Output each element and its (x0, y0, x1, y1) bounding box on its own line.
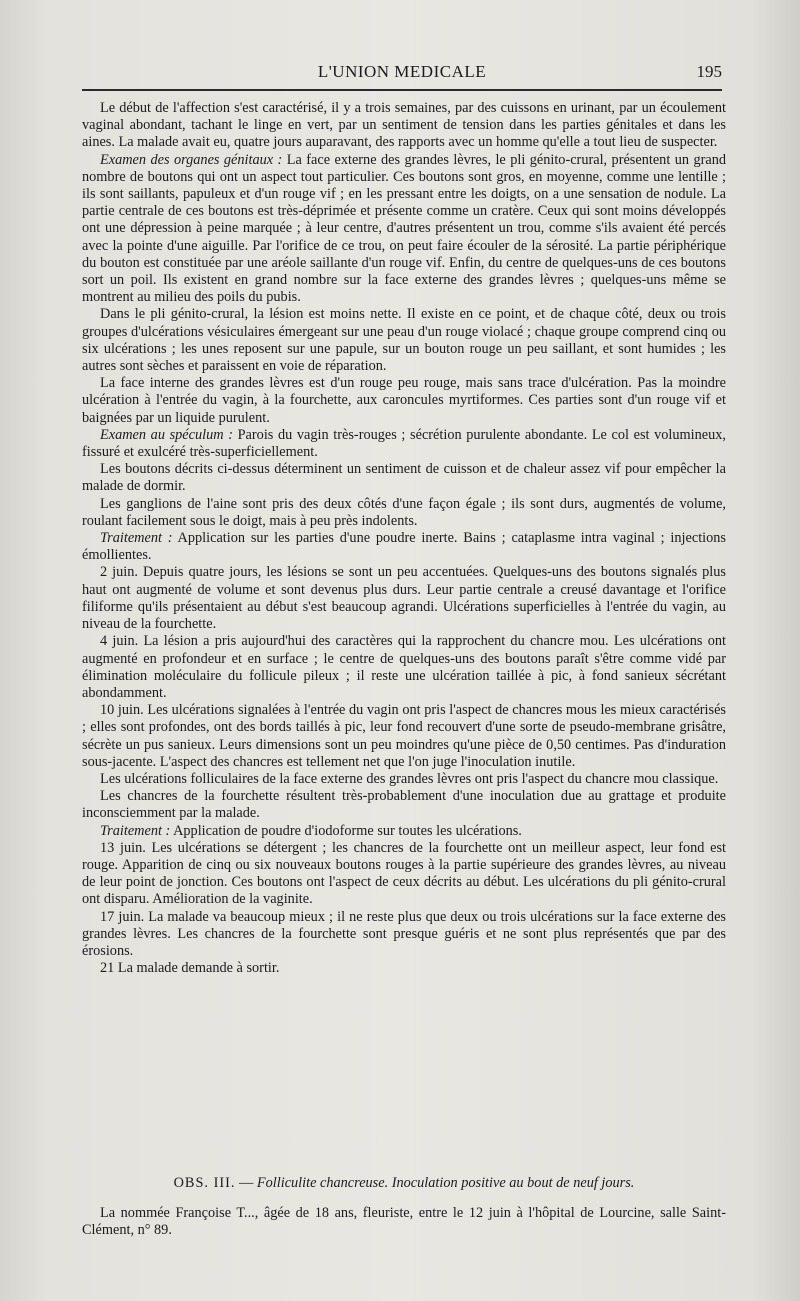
case-report-body (82, 100, 726, 977)
paragraph-text: La face interne des grandes lèvres est d'un rouge peu rouge, mais sans trace d'ulcération. Pas la moindre ulcération à l'entrée du vagin, à la fourchette, aux caroncules myrtiformes. Ces parties sont d'un rouge vif et baignées par un liquide purulent. (82, 375, 726, 426)
paragraph (82, 823, 726, 840)
paragraph-text: Dans le pli génito-crural, la lésion est moins nette. Il existe en ce point, et de chaque côté, deux ou trois groupes d'ulcérations vésiculaires émergeant sur une peau d'un rouge violacé ; chaque groupe comprend cinq ou six ulcérations ; les unes reposent sur une papule, sur un bouton rouge un peu saillant, et sont humides ; les autres sont sèches et paraissent en voie de réparation. (82, 306, 726, 375)
paragraph-text: Les ganglions de l'aine sont pris des deux côtés d'une façon égale ; ils sont durs, augmentés de volume, roulant facilement sous le doigt, mais à peu près indolents. (82, 495, 726, 529)
paragraph (82, 427, 726, 461)
page-header (82, 62, 722, 84)
paragraph-label: Traitement : (100, 822, 171, 839)
paragraph (82, 306, 726, 375)
paragraph-text: Application sur les parties d'une poudre inerte. Bains ; cataplasme intra vaginal ; injections émollientes. (82, 530, 726, 564)
paragraph-text: Les boutons décrits ci-dessus déterminent un sentiment de cuisson et de chaleur assez vif pour empêcher la malade de dormir. (82, 461, 726, 495)
header-rule (82, 89, 722, 91)
page-number: 195 (696, 62, 722, 81)
paragraph (82, 960, 726, 977)
observation-dash: — (239, 1175, 254, 1191)
paragraph-label: Traitement : (100, 530, 173, 547)
paragraph (82, 152, 726, 307)
paragraph-label: Examen des organes génitaux : (100, 151, 283, 168)
paragraph-text: 10 juin. Les ulcérations signalées à l'entrée du vagin ont pris l'aspect de chancres mous les mieux caractérisés ; elles sont profondes, ont des bords taillés à pic, leur fond recouvert d'une sorte de pseudo-membrane grisâtre, sécrète un pus sanieux. Leurs dimensions sont un peu moindres qu'une pièce de 0,50 centimes. Pas d'induration sous-jacente. L'aspect des chancres est tellement net que l'on juge l'inoculation inutile. (82, 702, 726, 770)
paragraph (82, 496, 726, 530)
paragraph (82, 530, 726, 564)
paragraph-text: 21 La malade demande à sortir. (100, 960, 280, 977)
paragraph (82, 702, 726, 771)
paragraph-text: Le début de l'affection s'est caractérisé, il y a trois semaines, par des cuissons en urinant, par un écoulement vaginal abondant, tachant le linge en vert, par un sentiment de tension dans les parties génitales et dans les aines. La malade avait eu, quatre jours auparavant, des rapports avec un homme qu'elle a tout lieu de suspecter. (82, 100, 726, 151)
paragraph (82, 771, 726, 788)
paragraph (82, 375, 726, 427)
paragraph-text: 13 juin. Les ulcérations se détergent ; les chancres de la fourchette ont un meilleur aspect, leur fond est rouge. Apparition de cinq ou six nouveaux boutons rouges à la partie supérieure des grandes lèvres, au niveau de leur point de jonction. Ces boutons ont l'aspect de ceux décrits au début. Les ulcérations du pli génito-crural ont disparu. Amélioration de la vaginite. (82, 839, 726, 908)
paragraph-text: Les ulcérations folliculaires de la face externe des grandes lèvres ont pris l'aspect du chancre mou classique. (100, 770, 719, 787)
paragraph-text: 17 juin. La malade va beaucoup mieux ; il ne reste plus que deux ou trois ulcérations sur la face externe des grandes lèvres. Les chancres de la fourchette sont presque guéris et ne sont plus représentés que par des érosions. (82, 908, 726, 959)
paragraph-text: La face externe des grandes lèvres, le pli génito-crural, présentent un grand nombre de boutons qui ont un aspect tout particulier. Ces boutons sont gros, en moyenne, comme une lentille ; ils sont saillants, papuleux et d'un rouge vif ; en les pressant entre les doigts, on a une sensation de nodule. La partie centrale de ces boutons est très-déprimée et présente comme un cratère. Ceux qui sont moins développés ont une dépression à peine marquée ; à leur centre, d'autres présentent un trou, comme s'ils avaient été percés avec la pointe d'une aiguille. Par l'orifice de ce trou, on peut faire écouler de la sérosité. La partie périphérique du bouton est constituée par une aréole saillante d'un rouge vif. Enfin, du centre de quelques-uns de ces boutons sort un poil. Ils existent en grand nombre sur la face externe des grandes lèvres ; quelques-uns même se montrent au milieu des poils du pubis. (82, 151, 726, 306)
paragraph (82, 788, 726, 822)
observation-title: Folliculite chancreuse. Inoculation positive au bout de neuf jours. (256, 1175, 635, 1191)
observation-heading (82, 1175, 726, 1192)
observation-number: OBS. III. (173, 1175, 236, 1191)
paragraph-text: Application de poudre d'iodoforme sur toutes les ulcérations. (170, 822, 522, 839)
paragraph-text: 4 juin. La lésion a pris aujourd'hui des caractères qui la rapprochent du chancre mou. Les ulcérations ont augmenté en profondeur et en surface ; le centre de quelques-uns des boutons paraît s'être comme vidé par élimination moléculaire du follicule pileux ; il reste une ulcération taillée à pic, à fond sanieux sécrétant abondamment. (82, 633, 726, 701)
paragraph (82, 633, 726, 702)
paragraph-text: Parois du vagin très-rouges ; sécrétion purulente abondante. Le col est volumineux, fissuré et exulcéré très-superficiellement. (82, 426, 727, 461)
paragraph (82, 461, 726, 495)
paragraph (82, 100, 726, 152)
paragraph (82, 909, 726, 961)
paragraph-text: Les chancres de la fourchette résultent très-probablement d'une inoculation due au grattage et produite inconsciemment par la malade. (82, 788, 726, 822)
paragraph (82, 564, 726, 633)
paragraph-label: Examen au spéculum : (100, 426, 233, 443)
observation-intro: La nommée Françoise T..., âgée de 18 ans, fleuriste, entre le 12 juin à l'hôpital de Lourcine, salle Saint-Clément, n° 89. (82, 1205, 726, 1239)
paragraph (82, 840, 726, 909)
running-title: L'UNION MEDICALE (317, 62, 487, 81)
paragraph-text: 2 juin. Depuis quatre jours, les lésions se sont un peu accentuées. Quelques-uns des boutons signalés plus haut ont augmenté de volume et sont devenus plus durs. Leur partie centrale a creusé davantage et l'orifice filiforme qu'ils présentaient au début s'est beaucoup agrandi. Ulcérations superficielles à l'entrée du vagin, au niveau de la fourchette. (82, 564, 726, 633)
